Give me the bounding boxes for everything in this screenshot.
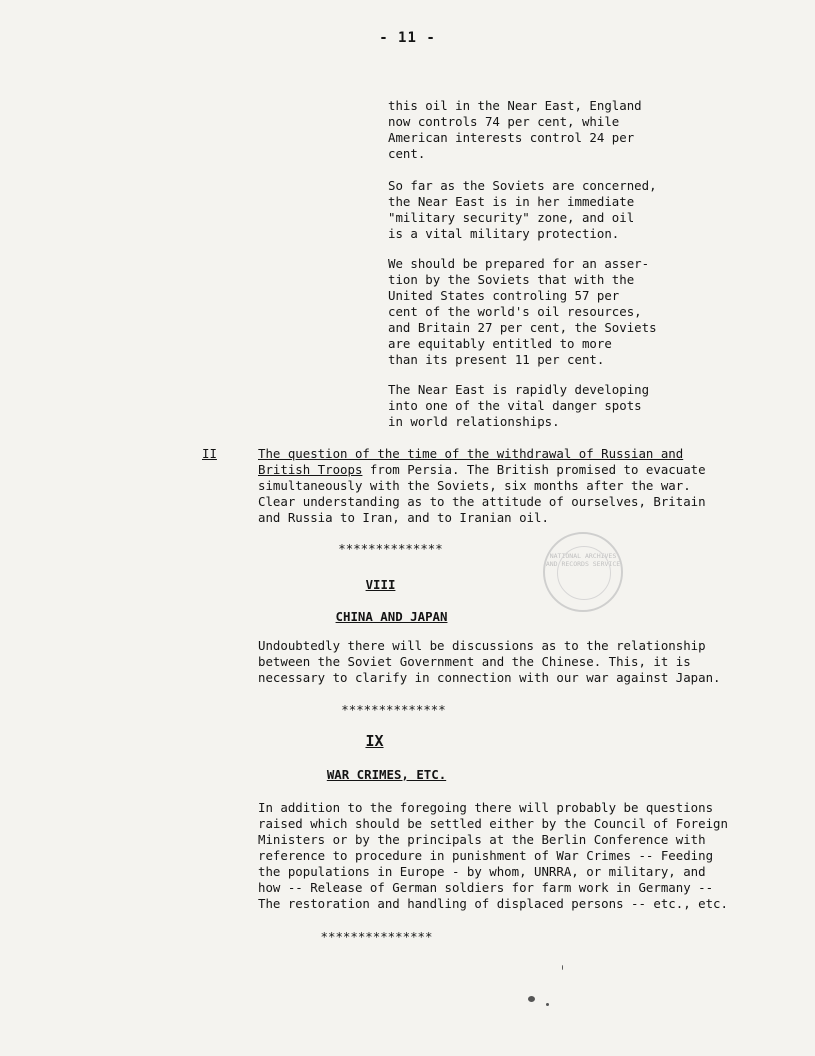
archive-stamp — [543, 532, 623, 612]
section-viii-heading: CHINA AND JAPAN — [335, 609, 448, 624]
section-viii-numeral: VIII — [365, 577, 396, 592]
paragraph-oil-control: this oil in the Near East, England now controls 74 per cent, while American interests control 24 per cent. — [388, 98, 642, 161]
ink-speck — [546, 1003, 549, 1006]
paragraph-soviet-security: So far as the Soviets are concerned, the Near East is in her immediate "military security" zone, and oil is a vital military protection. — [388, 178, 657, 241]
separator-1: ************** — [338, 541, 443, 556]
item-ii-title-line-2: British Troops — [258, 462, 363, 477]
stamp-inner-ring — [557, 546, 611, 600]
stamp-text: NATIONAL ARCHIVES AND RECORDS SERVICE — [545, 552, 621, 568]
paragraph-soviet-assertion: We should be prepared for an asser- tion by the Soviets that with the United States controling 57 per cent of the world's oil resources, and Britain 27 per cent, the Soviets are equitably entitled to more than its present 11 per cent. — [388, 256, 657, 367]
separator-2: ************** — [341, 702, 446, 717]
section-ix-numeral: IX — [365, 732, 384, 750]
item-ii-paragraph — [258, 446, 778, 526]
item-number-ii: II — [202, 446, 217, 461]
separator-3: *************** — [320, 929, 433, 944]
section-ix-heading: WAR CRIMES, ETC. — [326, 767, 447, 782]
paragraph-near-east-danger: The Near East is rapidly developing into one of the vital danger spots in world relationships. — [388, 382, 650, 429]
ink-speck — [562, 965, 563, 970]
ink-speck — [528, 996, 535, 1002]
item-ii-title-line-1: The question of the time of the withdrawal of Russian and — [258, 446, 684, 461]
item-ii-text: from Persia. The British promised to evacuate simultaneously with the Soviets, six months after the war. Clear understanding as to the attitude of ourselves, Britain and Russia to Iran, and to Iranian oil. — [258, 462, 706, 525]
section-viii-body: Undoubtedly there will be discussions as to the relationship between the Soviet Government and the Chinese. This, it is necessary to clarify in connection with our war against Japan. — [258, 638, 721, 685]
page-number: - 11 - — [379, 30, 436, 46]
section-ix-body: In addition to the foregoing there will probably be questions raised which should be settled either by the Council of Foreign Ministers or by the principals at the Berlin Conference with reference to procedure in punishment of War Crimes -- Feeding the populations in Europe - by whom, UNRRA, or military, and how -- Release of German soldiers for farm work in Germany -- The restoration and handling of displaced persons -- etc., etc. — [258, 800, 728, 911]
